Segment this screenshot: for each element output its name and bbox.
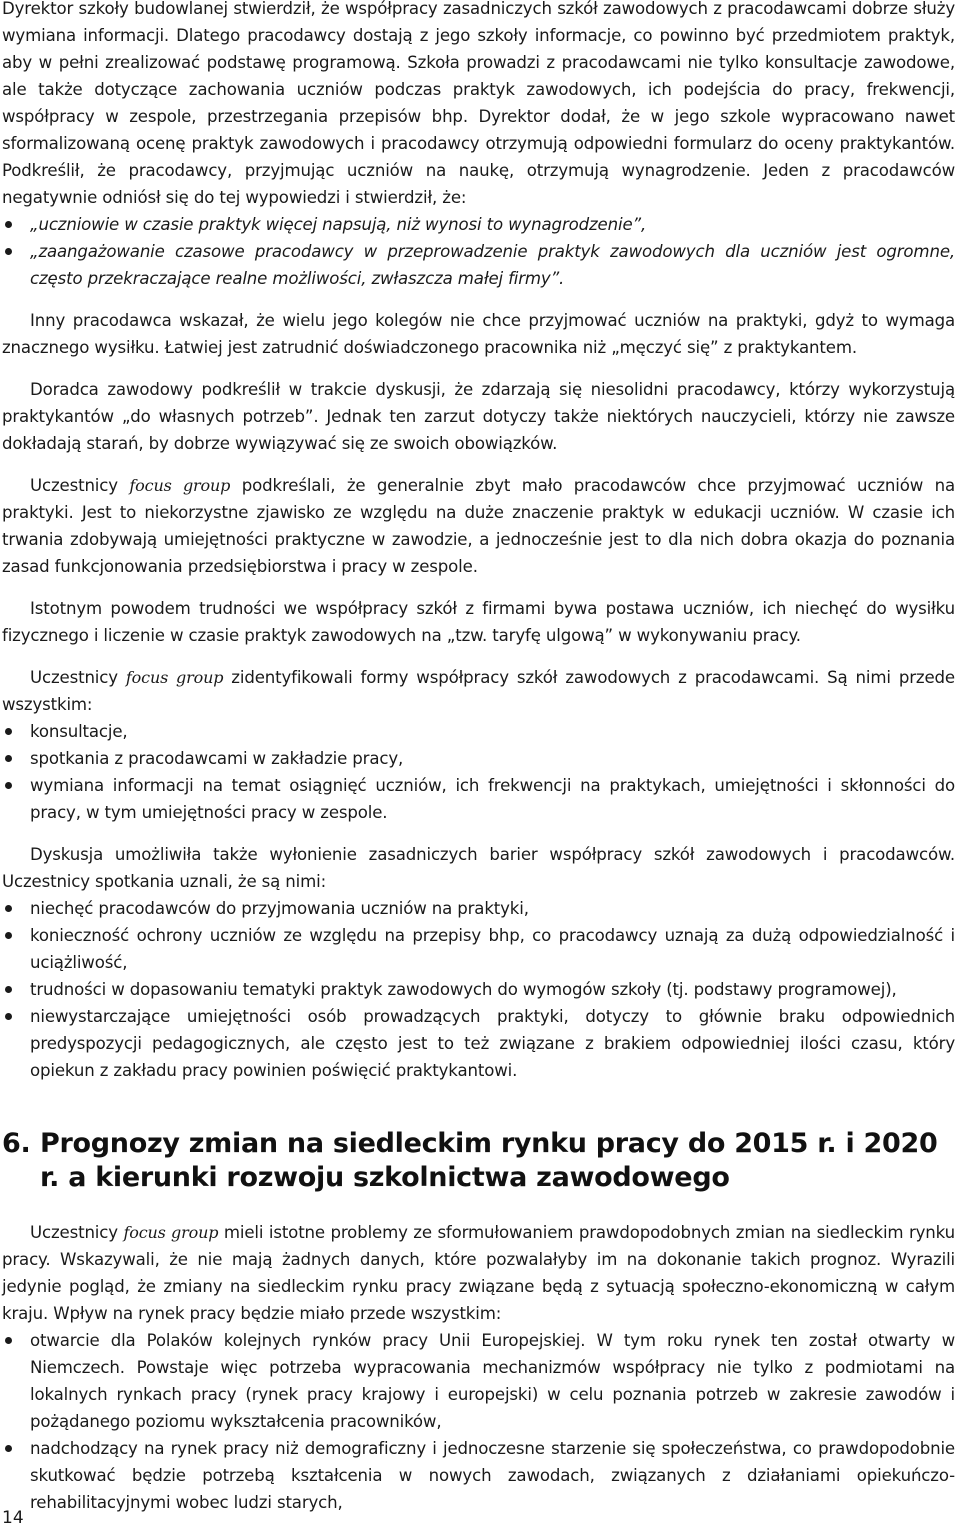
list-item: konieczność ochrony uczniów ze względu na przepisy bhp, co pracodawcy uznają za dużą odpowiedzialność i uciążliwość,: [2, 922, 955, 976]
quote-item: „zaangażowanie czasowe pracodawcy w przeprowadzenie praktyk zawodowych dla uczniów jest ogromne, często przekraczające realne możliwości, zwłaszcza małej firmy”.: [2, 238, 955, 292]
list-item: wymiana informacji na temat osiągnięć uczniów, ich frekwencji na praktykach, umiejętności i skłonności do pracy, w tym umiejętności pracy w zespole.: [2, 772, 955, 826]
section-number: 6.: [2, 1128, 31, 1159]
text-segment: Uczestnicy: [30, 668, 126, 687]
text-segment: mieli istotne problemy ze sformułowaniem prawdopodobnych zmian na siedleckim rynku pracy. Wskazywali, że nie mają żadnych danych, które pozwalałyby im na dokonanie takich prognoz. Wyrazili jedynie pogląd, że zmiany na siedleckim rynku pracy związane będą z sytuacją społeczno-ekonomiczną w całym kraju. Wpływ na rynek pracy będzie miało przede wszystkim:: [2, 1223, 955, 1323]
cooperation-forms-list: [2, 718, 955, 826]
paragraph-school-director: Dyrektor szkoły budowlanej stwierdził, że współpracy zasadniczych szkół zawodowych z pracodawcami dobrze służy wymiana informacji. Dlatego pracodawcy dostają z jego szkoły informacje, co powinno być przedmiotem praktyk, aby w pełni zrealizować podstawę programową. Szkoła prowadzi z pracodawcami nie tylko konsultacje zawodowe, ale także dotyczące zachowania uczniów podczas praktyk zawodowych, ich podejścia do pracy, frekwencji, współpracy w zespole, przestrzegania przepisów bhp. Dyrektor dodał, że w jego szkole wypracowano nawet sformalizowaną ocenę praktyk zawodowych i pracodawcy otrzymują odpowiedni formularz do oceny praktykantów. Podkreślił, że pracodawcy, przyjmując uczniów na naukę, otrzymują wynagrodzenie. Jeden z pracodawców negatywnie odniósł się do tej wypowiedzi i stwierdził, że:: [2, 0, 955, 207]
focus-group-term: focus group: [123, 1223, 219, 1242]
paragraph-another-employer: Inny pracodawca wskazał, że wielu jego kolegów nie chce przyjmować uczniów na praktyki, gdyż to wymaga znacznego wysiłku. Łatwiej jest zatrudnić doświadczonego pracownika niż „męczyć się” z praktykantem.: [2, 311, 955, 357]
paragraph-career-advisor: Doradca zawodowy podkreślił w trakcie dyskusji, że zdarzają się niesolidni pracodawcy, którzy wykorzystują praktykantów „do własnych potrzeb”. Jednak ten zarzut dotyczy także niektórych nauczycieli, którzy nie zawsze dokładają starań, by dobrze wywiązywać się ze swoich obowiązków.: [2, 380, 955, 453]
page-content: [2, 0, 955, 1531]
page-number: 14: [2, 1508, 24, 1528]
paragraph-barriers-intro: Dyskusja umożliwiła także wyłonienie zasadniczych barier współpracy szkół zawodowych i pracodawców. Uczestnicy spotkania uznali, że są nimi:: [2, 845, 955, 891]
focus-group-term: focus group: [129, 476, 231, 495]
section-heading: [2, 1127, 955, 1195]
quote-item: „uczniowie w czasie praktyk więcej napsują, niż wynosi to wynagrodzenie”,: [2, 211, 955, 238]
text-segment: Uczestnicy: [30, 1223, 124, 1242]
list-item: otwarcie dla Polaków kolejnych rynków pracy Unii Europejskiej. W tym roku rynek ten został otwarty w Niemczech. Powstaje więc potrzeba wypracowania mechanizmów współpracy nie tylko z podmiotami na lokalnych rynkach pracy (rynek pracy krajowy i europejski) w celu poznania potrzeb w zakresie zawodów i pożądanego poziomu wykształcenia pracowników,: [2, 1327, 955, 1435]
paragraph-student-attitude: Istotnym powodem trudności we współpracy szkół z firmami bywa postawa uczniów, ich niechęć do wysiłku fizycznego i liczenie w czasie praktyk zawodowych na „tzw. taryfę ulgową” w wykonywaniu pracy.: [2, 599, 955, 645]
barriers-list: [2, 895, 955, 1084]
paragraph-forecast-problems: [2, 1219, 955, 1327]
text-segment: Uczestnicy: [30, 476, 130, 495]
focus-group-term: focus group: [125, 668, 224, 687]
list-item: trudności w dopasowaniu tematyki praktyk zawodowych do wymogów szkoły (tj. podstawy programowej),: [2, 976, 955, 1003]
labor-market-impacts-list: [2, 1327, 955, 1516]
list-item: spotkania z pracodawcami w zakładzie pracy,: [2, 745, 955, 772]
employer-quotes-list: [2, 211, 955, 292]
list-item: niewystarczające umiejętności osób prowadzących praktyki, dotyczy to głównie braku odpowiednich predyspozycji pedagogicznych, ale często jest to też związane z brakiem odpowiedniej ilości czasu, który opiekun z zakładu pracy powinien poświęcić praktykantowi.: [2, 1003, 955, 1084]
list-item: niechęć pracodawców do przyjmowania uczniów na praktyki,: [2, 895, 955, 922]
section-title: Prognozy zmian na siedleckim rynku pracy do 2015 r. i 2020 r. a kierunki rozwoju szkolnictwa zawodowego: [40, 1128, 938, 1193]
paragraph-cooperation-forms: [2, 664, 955, 718]
text-segment: podkreślali, że generalnie zbyt mało pracodawców chce przyjmować uczniów na praktyki. Jest to niekorzystne zjawisko ze względu na duże znaczenie praktyk w edukacji uczniów. W czasie ich trwania zdobywają umiejętności praktyczne w zawodzie, a jednocześnie jest to dla nich dobra okazja do poznania zasad funkcjonowania przedsiębiorstwa i pracy w zespole.: [2, 476, 956, 576]
text-segment: zidentyfikowali formy współpracy szkół zawodowych z pracodawcami. Są nimi przede wszystkim:: [2, 668, 955, 714]
list-item: nadchodzący na rynek pracy niż demograficzny i jednoczesne starzenie się społeczeństwa, co prawdopodobnie skutkować będzie potrzebą kształcenia w nowych zawodach, związanych z działaniami opiekuńczo-rehabilitacyjnymi wobec ludzi starych,: [2, 1435, 955, 1516]
list-item: konsultacje,: [2, 718, 955, 745]
paragraph-focus-group-emphasis: [2, 472, 955, 580]
